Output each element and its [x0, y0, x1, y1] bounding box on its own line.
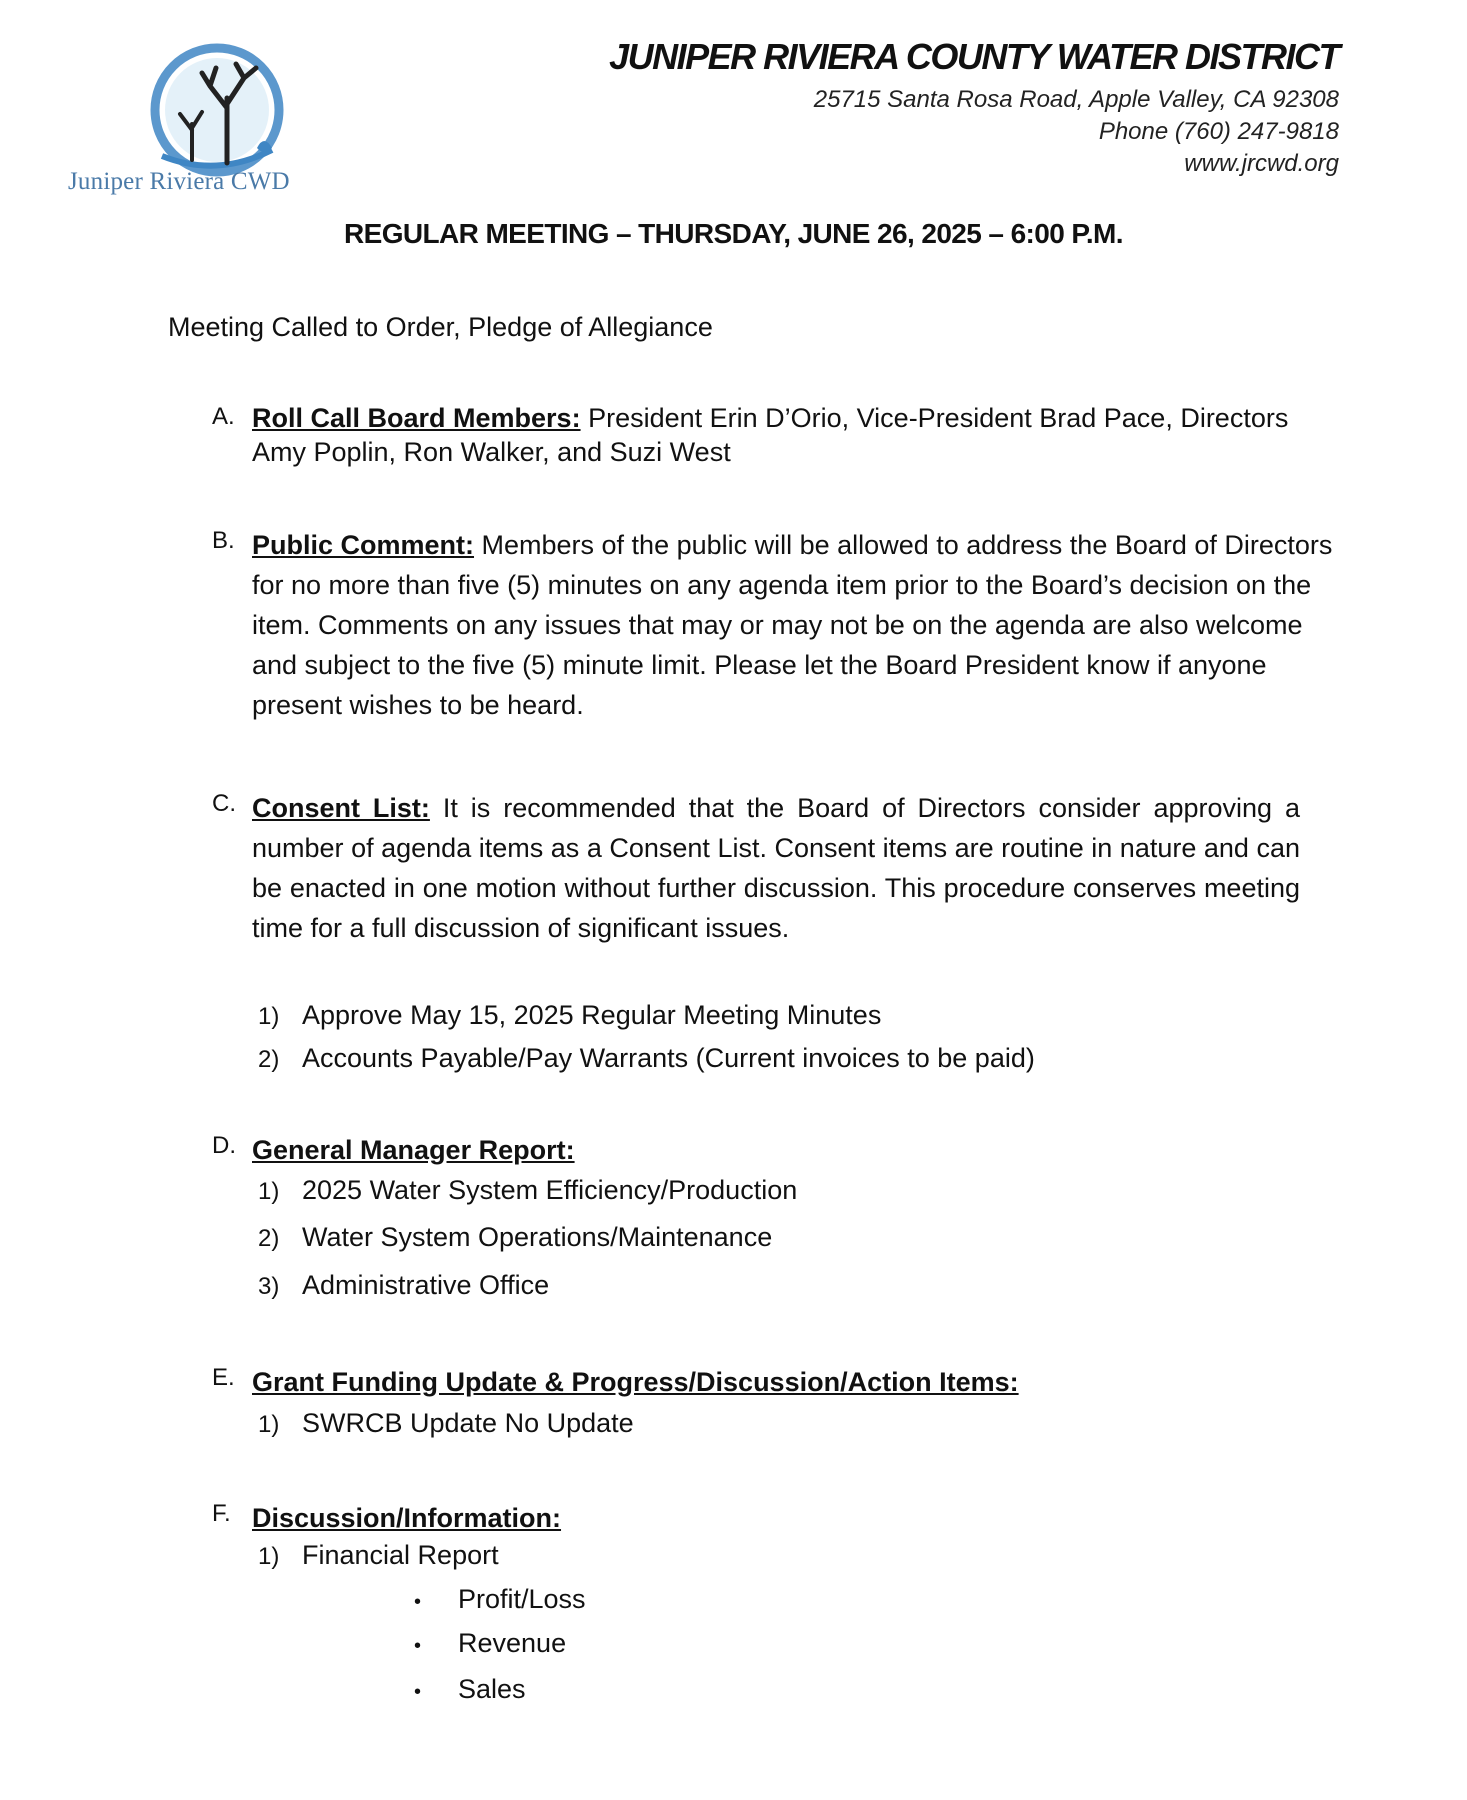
- list-item: 1) SWRCB Update No Update: [258, 1408, 634, 1438]
- meeting-title: REGULAR MEETING – THURSDAY, JUNE 26, 2025 – 6:00 P.M.: [344, 218, 1123, 249]
- section-body: [252, 1130, 1337, 1170]
- section-letter: E.: [212, 1364, 235, 1391]
- org-name: JUNIPER RIVIERA COUNTY WATER DISTRICT: [609, 36, 1339, 77]
- logo-text: Juniper Riviera CWD: [68, 168, 290, 195]
- list-item: 3) Administrative Office: [258, 1270, 550, 1300]
- list-item: 2) Accounts Payable/Pay Warrants (Current invoices to be paid): [258, 1043, 1035, 1073]
- section-consent-list: [212, 788, 1337, 948]
- org-phone: Phone (760) 247-9818: [1098, 118, 1339, 145]
- section-letter: C.: [212, 790, 236, 817]
- section-text: President Erin D’Orio, Vice-President Brad Pace, Directors Amy Poplin, Ron Walker, and Suzi West: [252, 403, 1289, 467]
- section-heading: Consent List:: [252, 793, 430, 823]
- section-letter: A.: [212, 403, 235, 430]
- list-item: 1) Approve May 15, 2025 Regular Meeting Minutes: [258, 1000, 882, 1030]
- bullet-item: • Profit/Loss: [414, 1584, 586, 1614]
- section-text: It is recommended that the Board of Directors consider approving a number of agenda items as a Consent List. Consent items are routine in nature and can be enacted in one motion without further discussion. This procedure conserves meeting time for a full discussion of significant issues.: [252, 793, 1300, 943]
- org-website[interactable]: www.jrcwd.org: [1184, 150, 1339, 177]
- section-heading: Public Comment:: [252, 530, 475, 560]
- section-letter: D.: [212, 1132, 236, 1159]
- list-item: 2) Water System Operations/Maintenance: [258, 1222, 773, 1252]
- section-body: [252, 788, 1300, 948]
- district-logo: [62, 38, 362, 208]
- bullet-item: • Revenue: [414, 1628, 567, 1658]
- section-body: [252, 1498, 1337, 1538]
- section-body: [252, 525, 1337, 725]
- section-public-comment: [212, 525, 1337, 725]
- section-heading: Roll Call Board Members:: [252, 403, 581, 433]
- section-text: Members of the public will be allowed to address the Board of Directors for no more than five (5) minutes on any agenda item prior to the Board’s decision on the item. Comments on any issues that may or may not be on the agenda are also welcome and subject to the five (5) minute limit. Please let the Board President know if anyone present wishes to be heard.: [252, 530, 1333, 720]
- org-address: 25715 Santa Rosa Road, Apple Valley, CA 92308: [813, 86, 1339, 113]
- section-body: [252, 1362, 1337, 1402]
- section-letter: B.: [212, 527, 235, 554]
- joshua-tree-logo-icon: [132, 38, 302, 188]
- bullet-item: • Sales: [414, 1674, 526, 1704]
- section-letter: F.: [212, 1500, 231, 1527]
- list-item: 1) Financial Report: [258, 1540, 499, 1570]
- list-item: 1) 2025 Water System Efficiency/Production: [258, 1175, 798, 1205]
- called-to-order: Meeting Called to Order, Pledge of Allegiance: [168, 312, 713, 342]
- section-gm-report: [212, 1130, 1337, 1170]
- section-grant-funding: [212, 1362, 1337, 1402]
- section-roll-call: [212, 401, 1337, 469]
- section-discussion: [212, 1498, 1337, 1538]
- section-heading: General Manager Report:: [252, 1135, 575, 1165]
- section-heading: Grant Funding Update & Progress/Discussion/Action Items:: [252, 1367, 1019, 1397]
- section-body: [252, 401, 1337, 469]
- section-heading: Discussion/Information:: [252, 1503, 562, 1533]
